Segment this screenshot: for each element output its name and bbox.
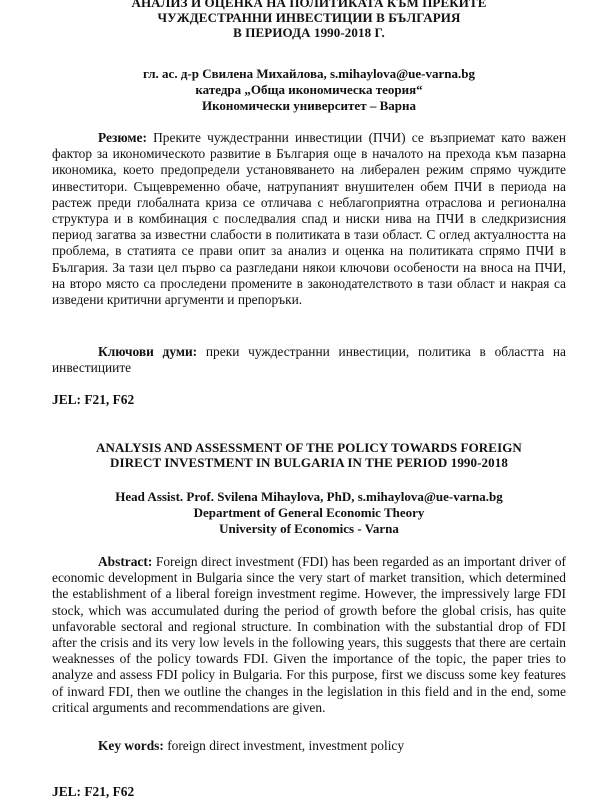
en-keywords-label: Key words: <box>98 738 164 753</box>
bg-department: катедра „Обща икономическа теория“ <box>195 82 423 97</box>
bg-abstract-label: Резюме: <box>98 130 147 145</box>
bg-title-line-1: АНАЛИЗ И ОЦЕНКА НА ПОЛИТИКАТА КЪМ ПРЕКИТЕ <box>131 0 487 10</box>
bg-title-line-2: ЧУЖДЕСТРАННИ ИНВЕСТИЦИИ В БЪЛГАРИЯ <box>157 10 461 25</box>
bg-author-line: гл. ас. д-р Свилена Михайлова, s.mihaylova@ue-varna.bg <box>143 66 475 81</box>
en-keywords <box>52 738 566 754</box>
en-author-line: Head Assist. Prof. Svilena Mihaylova, PhD, s.mihaylova@ue-varna.bg <box>115 489 503 504</box>
bg-title <box>52 0 566 40</box>
bg-jel <box>52 392 566 408</box>
bg-jel-text: JEL: F21, F62 <box>52 392 135 407</box>
en-university: University of Economics - Varna <box>219 521 399 536</box>
en-keywords-text: foreign direct investment, investment policy <box>163 738 405 753</box>
bg-abstract-text: Преките чуждестранни инвестиции (ПЧИ) се възприемат като важен фактор за икономическото развитие в България още в началото на прехода към пазарна икономика, което предопредели установяването на либерален режим спрямо чуждите инвеститори. Същевременно обаче, натрупаният внушителен обем ПЧИ в периода на растеж преди глобалната криза се отличава с неблагоприятна отраслова и регионална структура и в комбинация с последвалия спад и ниски нива на ПЧИ в следкризисния период загатва за известни слабости в политиката в тази област. С оглед актуалността на проблема, в статията се прави опит за анализ и оценка на политиката спрямо ПЧИ в България. За тази цел първо са разгледани някои ключови особености на вноса на ПЧИ, на второ място са проследени промените в законодателството в тази област и накрая са изведени критични аргументи и препоръки. <box>52 130 566 308</box>
bg-keywords-text: преки чуждестранни инвестиции, политика в областта на инвестициите <box>52 344 566 376</box>
en-author-block <box>52 489 566 537</box>
en-jel <box>52 784 566 800</box>
en-jel-text: JEL: F21, F62 <box>52 784 135 799</box>
bg-keywords <box>52 344 566 376</box>
en-title-line-2: DIRECT INVESTMENT IN BULGARIA IN THE PERIOD 1990-2018 <box>110 455 508 470</box>
en-abstract-label: Abstract: <box>98 554 153 569</box>
bg-author-block <box>52 66 566 114</box>
en-abstract-text: Foreign direct investment (FDI) has been regarded as an important driver of economic development in Bulgaria since the very start of market transition, which determined the establishment of a liberal foreign investment regime. However, the impressively large FDI stock, which was accumulated during the period of growth before the global crisis, has quite unfavorable sectoral and regional structure. In combination with the substantial drop of FDI after the crisis and its very low levels in the following years, this suggests that there are certain weaknesses of the policy towards FDI. Given the importance of the topic, the paper tries to analyze and assess FDI policy in Bulgaria. For this purpose, first we discuss some key features of inward FDI, then we outline the changes in the legislation in this field and in the end, some critical arguments and recommendations are given. <box>52 554 566 715</box>
bg-keywords-label: Ключови думи: <box>98 344 198 359</box>
bg-university: Икономически университет – Варна <box>202 98 416 113</box>
bg-title-line-3: В ПЕРИОДА 1990-2018 Г. <box>233 25 385 40</box>
en-title <box>52 440 566 470</box>
bg-abstract <box>52 130 566 308</box>
en-department: Department of General Economic Theory <box>193 505 425 520</box>
en-abstract <box>52 554 566 716</box>
en-title-line-1: ANALYSIS AND ASSESSMENT OF THE POLICY TOWARDS FOREIGN <box>96 440 522 455</box>
